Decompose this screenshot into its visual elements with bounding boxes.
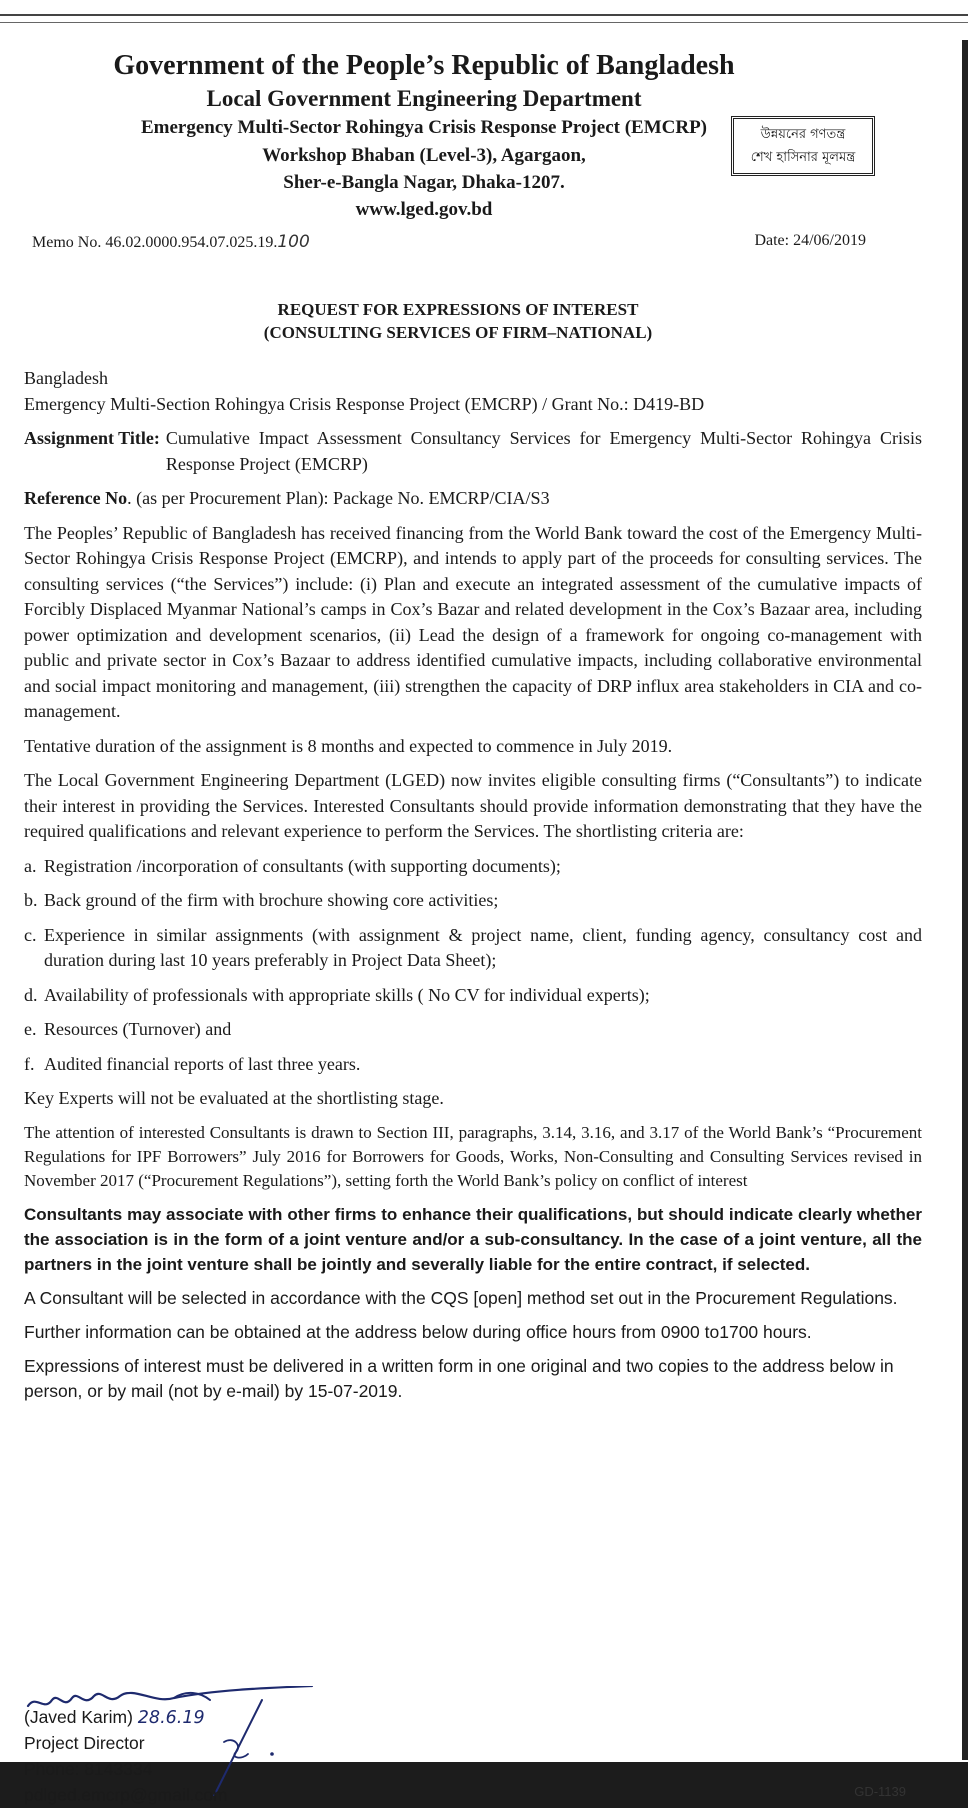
memo-number <box>32 232 310 252</box>
scan-top-band <box>0 0 968 40</box>
criteria-list <box>24 854 922 1078</box>
government-name: Government of the People’s Republic of Bangladesh <box>113 50 735 81</box>
list-item: b. Back ground of the firm with brochure showing core activities; <box>24 890 499 910</box>
attention-paragraph: The attention of interested Consultants is drawn to Section III, paragraphs, 3.14, 3.16, and 3.17 of the World Bank’s “Procurement Regulations for IPF Borrowers” July 2016 for Borrowers for Goods, Works, Non-Consulting and Consulting Services revised in November 2017 (“Procurement Regulations”), setting forth the World Bank’s policy on conflict of interest <box>24 1122 922 1190</box>
association-paragraph: Consultants may associate with other firms to enhance their qualifications, but should indicate clearly whether the association is in the form of a joint venture and/or a sub-consultancy. In the case of a joint venture, all the partners in the joint venture shall be jointly and severally liable for the entire contract, if selected. <box>24 1204 922 1274</box>
title-line-1: REQUEST FOR EXPRESSIONS OF INTEREST <box>277 300 639 319</box>
signatory-phone: Phone: 8143334 <box>24 1759 153 1779</box>
address-line-2: Sher-e-Bangla Nagar, Dhaka-1207. <box>283 172 565 193</box>
top-rule-thin <box>0 22 968 23</box>
project-grant: Emergency Multi-Section Rohingya Crisis Response Project (EMCRP) / Grant No.: D419-BD <box>24 393 705 414</box>
list-item: d. Availability of professionals with appropriate skills ( No CV for individual experts); <box>24 984 650 1005</box>
document-code: GD-1139 <box>854 1784 906 1799</box>
assignment-text: Cumulative Impact Assessment Consultancy Services for Emergency Multi-Sector Rohingya Crisis Response Project (EMCRP) <box>165 428 922 474</box>
slogan-line-2: শেখ হাসিনার মূলমন্ত্র <box>750 150 856 165</box>
website: www.lged.gov.bd <box>355 199 493 220</box>
assignment-title <box>24 426 922 477</box>
title-line-2: (CONSULTING SERVICES OF FIRM–NATIONAL) <box>263 323 653 342</box>
department-name: Local Government Engineering Department <box>206 86 642 111</box>
duration-paragraph: Tentative duration of the assignment is 8 months and expected to commence in July 2019. <box>24 735 673 756</box>
reference-no <box>24 486 922 512</box>
document-title <box>24 298 892 344</box>
list-item: f. Audited financial reports of last three years. <box>24 1053 361 1074</box>
signatory-designation: Project Director <box>24 1733 145 1753</box>
list-item: a. Registration /incorporation of consultants (with supporting documents); <box>24 855 561 876</box>
reference-text: . (as per Procurement Plan): Package No. EMCRP/CIA/S3 <box>127 488 550 508</box>
project-name: Emergency Multi-Sector Rohingya Crisis Response Project (EMCRP) <box>140 117 708 138</box>
slogan-line-1: উন্নয়নের গণতন্ত্র <box>760 127 846 142</box>
memo-label: Memo No. 46.02.0000.954.07.025.19. <box>32 234 278 251</box>
slogan-box <box>731 116 875 176</box>
handwritten-date: 28.6.19 <box>137 1708 205 1728</box>
reference-label: Reference No <box>24 488 128 508</box>
further-info-paragraph: Further information can be obtained at the address below during office hours from 0900 to1700 hours. <box>24 1321 812 1342</box>
key-experts-paragraph: Key Experts will not be evaluated at the shortlisting stage. <box>24 1088 444 1108</box>
list-item: c. Experience in similar assignments (with assignment & project name, client, funding agency, consultancy cost and duration during last 10 years preferably in Project Data Sheet); <box>24 924 922 970</box>
memo-date: Date: 24/06/2019 <box>754 232 866 249</box>
memo-handwritten-number: 100 <box>277 232 310 252</box>
signatory-name: (Javed Karim) 28.6.19 <box>24 1707 205 1728</box>
invitation-paragraph: The Local Government Engineering Department (LGED) now invites eligible consulting firms (“Consultants”) to indicate their interest in providing the Services. Interested Consultants should provide information demonstrating that they have the required qualifications and relevant experience to perform the Services. The shortlisting criteria are: <box>24 770 922 841</box>
address-line-1: Workshop Bhaban (Level-3), Agargaon, <box>262 145 586 166</box>
assignment-label: Assignment Title: <box>24 428 160 448</box>
top-rule <box>0 14 968 16</box>
financing-paragraph: The Peoples’ Republic of Bangladesh has received financing from the World Bank toward the cost of the Emergency Multi-Sector Rohingya Crisis Response Project (EMCRP), and intends to apply part of the proceeds for consulting services. The consulting services (“the Services”) include: (i) Plan and execute an integrated assessment of the cumulative impacts of Forcibly Displaced Myanmar National’s camps in Cox’s Bazar and related development in the Cox’s Bazaar area, including power optimization and development scenarios, (ii) Lead the design of a framework for ongoing co-management with public and private sector in Cox’s Bazaar to address identified cumulative impacts, including collaborative environmental and social impact monitoring and management, (iii) strengthen the capacity of DRP influx area stakeholders in CIA and co-management. <box>24 522 922 721</box>
intro-block <box>24 366 922 417</box>
document-body <box>24 366 922 1413</box>
selection-paragraph: A Consultant will be selected in accordance with the CQS [open] method set out in the Procurement Regulations. <box>24 1287 898 1308</box>
country: Bangladesh <box>24 368 108 388</box>
signatory-email: pdlged.emcrp@gmail.com <box>24 1785 228 1805</box>
delivery-paragraph: Expressions of interest must be delivered in a written form in one original and two copies to the address below in person, or by mail (not by e-mail) by 15-07-2019. <box>24 1355 894 1401</box>
signature-block <box>24 1686 444 1804</box>
scan-right-edge <box>962 40 968 1760</box>
list-item: e. Resources (Turnover) and <box>24 1019 232 1039</box>
